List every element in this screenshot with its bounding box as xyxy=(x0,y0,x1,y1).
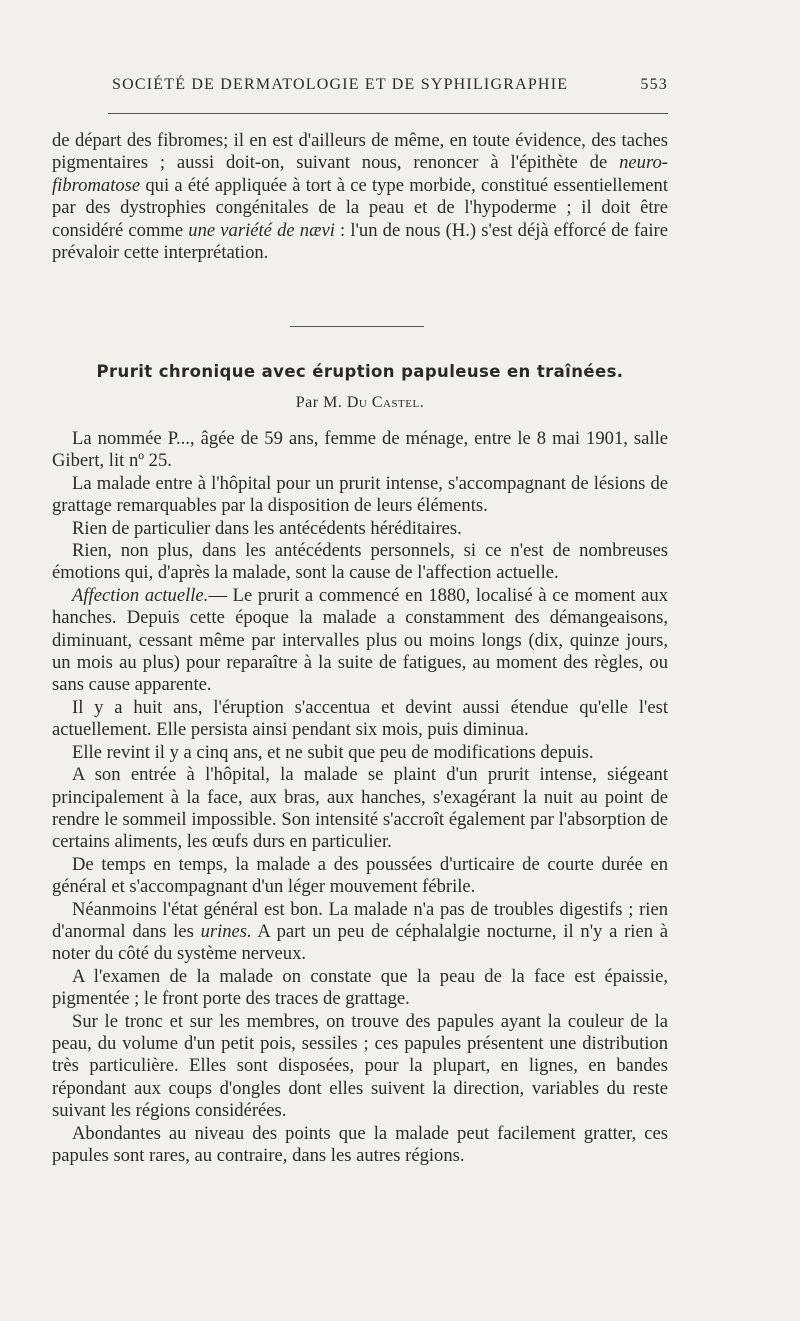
urines-text-after: A part un peu de céphalalgie nocturne, il n'y a rien à noter du côté du système nerveux. xyxy=(52,920,668,965)
article-body xyxy=(52,428,668,1167)
affection-paragraph xyxy=(52,585,668,697)
running-head-title: SOCIÉTÉ DE DERMATOLOGIE ET DE SYPHILIGRAPHIE xyxy=(112,76,569,93)
affection-label: Affection actuelle. xyxy=(72,584,209,606)
intro-text-1: de départ des fibromes; il en est d'ailleurs de même, en toute évidence, des taches pigmentaires ; aussi doit-on, suivant nous, renoncer à l'épithète de xyxy=(52,130,668,174)
urines-text-before: Néanmoins l'état général est bon. La malade n'a pas de troubles digestifs ; rien d'anormal dans les xyxy=(52,898,668,942)
paragraph: Il y a huit ans, l'éruption s'accentua et devint aussi étendue qu'elle l'est actuellement. Elle persista ainsi pendant six mois, puis diminua. xyxy=(52,696,668,741)
intro-text-3: : l'un de nous (H.) s'est déjà efforcé de faire prévaloir cette interprétation. xyxy=(52,219,668,264)
paragraph: La nommée P..., âgée de 59 ans, femme de ménage, entre le 8 mai 1901, salle Gibert, lit nº 25. xyxy=(52,428,668,472)
paragraph: A son entrée à l'hôpital, la malade se plaint d'un prurit intense, siégeant principalement à la face, aux bras, aux hanches, s'exagérant la nuit au point de rendre le sommeil impossible. Son intensité s'accroît également par l'absorption de certains aliments, les œufs durs en particulier. xyxy=(52,764,668,853)
paragraph: Rien de particulier dans les antécédents héréditaires. xyxy=(72,517,462,539)
page-number: 553 xyxy=(640,76,668,93)
section-separator xyxy=(290,326,424,327)
intro-emphasis-2: une variété de nævi xyxy=(188,219,335,241)
urines-paragraph xyxy=(52,899,668,966)
running-head xyxy=(52,76,668,94)
paragraph: De temps en temps, la malade a des poussées d'urticaire de courte durée en général et s'accompagnant d'un léger mouvement fébrile. xyxy=(52,853,668,898)
header-rule xyxy=(108,113,668,114)
paragraph: Abondantes au niveau des points que la malade peut facilement gratter, ces papules sont rares, au contraire, dans les autres régions. xyxy=(52,1122,668,1166)
paragraph: Elle revint il y a cinq ans, et ne subit que peu de modifications depuis. xyxy=(72,741,594,763)
intro-emphasis-1: neuro-fibromatose xyxy=(52,152,668,196)
paragraph: Sur le tronc et sur les membres, on trouve des papules ayant la couleur de la peau, du volume d'un petit pois, sessiles ; ces papules présentent une distribution très particulière. Elles sont disposées, pour la plupart, en lignes, en bandes répondant aux coups d'ongles dont elles suivent la direction, variables du reste suivant les régions considérées. xyxy=(52,1010,668,1122)
intro-block xyxy=(52,130,668,264)
intro-paragraph xyxy=(52,130,668,264)
author-name: Du Castel. xyxy=(346,394,425,411)
byline-prefix: Par M. xyxy=(295,394,347,411)
paragraph: Rien, non plus, dans les antécédents personnels, si ce n'est de nombreuses émotions qui, d'après la malade, sont la cause de l'affection actuelle. xyxy=(52,540,668,584)
article-title: Prurit chronique avec éruption papuleuse en traînées. xyxy=(96,362,624,381)
byline xyxy=(52,394,668,412)
urines-emphasis: urines. xyxy=(200,920,252,942)
paragraph: La malade entre à l'hôpital pour un prurit intense, s'accompagnant de lésions de grattage remarquables par la disposition de leurs éléments. xyxy=(52,472,668,517)
intro-text-2: qui a été appliquée à tort à ce type morbide, constitué essentiellement par des dystrophies congénitales de la peau et de l'hypoderme ; il doit être considéré comme xyxy=(52,174,668,241)
paragraph: A l'examen de la malade on constate que la peau de la face est épaissie, pigmentée ; le front porte des traces de grattage. xyxy=(52,965,668,1010)
affection-text: — Le prurit a commencé en 1880, localisé à ce moment aux hanches. Depuis cette époque la malade a constamment des démangeaisons, diminuant, cessant même par intervalles plus ou moins longs (dix, quinze jours, un mois au plus) pour reparaître à la suite de fatigues, au moment des règles, ou sans cause apparente. xyxy=(52,584,668,696)
